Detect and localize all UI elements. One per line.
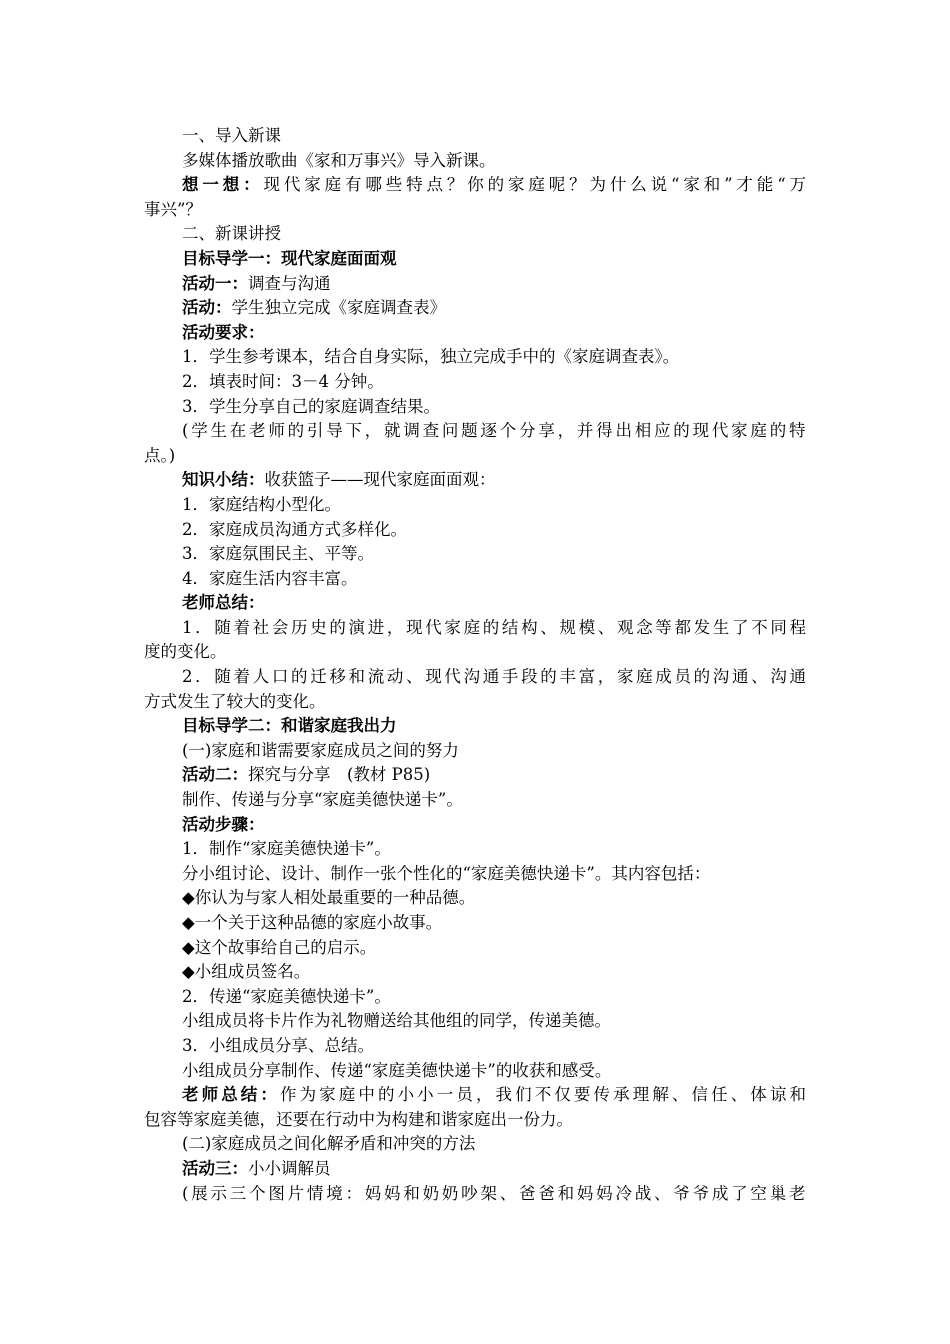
knowledge-summary	[144, 468, 806, 493]
section-heading-intro: 一、导入新课	[182, 126, 281, 145]
document-page	[144, 124, 806, 1206]
paragraph-continuation: 方式发生了较大的变化。	[144, 691, 326, 711]
activity-3	[144, 1157, 806, 1182]
text-knowledge-summary: 收获篮子——现代家庭面面观：	[264, 470, 496, 490]
list-item: 3．学生分享自己的家庭调查结果。	[182, 396, 440, 416]
list-item: 1．制作“家庭美德快递卡”。	[182, 839, 391, 859]
list-item: 3．小组成员分享、总结。	[182, 1035, 374, 1055]
paragraph: 2．随着人口的迁移和流动、现代沟通手段的丰富，家庭成员的沟通、沟通	[182, 667, 806, 687]
activity-line	[144, 296, 806, 321]
paragraph: (学生在老师的引导下，就调查问题逐个分享，并得出相应的现代家庭的特	[182, 421, 806, 441]
paragraph: 1．随着社会历史的演进，现代家庭的结构、规模、观念等都发生了不同程	[182, 617, 806, 637]
list-item: 2．传递“家庭美德快递卡”。	[182, 986, 391, 1006]
paragraph-continuation: 度的变化。	[144, 642, 227, 662]
label-think: 想一想：	[182, 175, 264, 195]
bullet-item: ◆一个关于这种品德的家庭小故事。	[182, 913, 443, 932]
bullet-item: ◆你认为与家人相处最重要的一种品德。	[182, 888, 476, 908]
activity-1	[144, 272, 806, 297]
paragraph: 分小组讨论、设计、制作一张个性化的“家庭美德快递卡”。其内容包括：	[182, 863, 711, 883]
label-teacher-summary-2: 老师总结：	[182, 1085, 280, 1105]
activity-requirements-heading: 活动要求：	[182, 322, 265, 342]
bullet-item: ◆这个故事给自己的启示。	[182, 937, 377, 957]
paragraph-continuation: 包容等家庭美德，还要在行动中为构建和谐家庭出一份力。	[144, 1109, 573, 1129]
bullet-item: ◆小组成员签名。	[182, 962, 311, 982]
paragraph: 小组成员分享制作、传递“家庭美德快递卡”的收获和感受。	[182, 1060, 612, 1080]
activity-2	[144, 763, 806, 788]
paragraph-continuation: 事兴”？	[144, 199, 202, 219]
list-item: 3．家庭氛围民主、平等。	[182, 544, 374, 564]
text-activity: 学生独立完成《家庭调查表》	[231, 298, 446, 318]
text-activity-3: 小小调解员	[248, 1158, 331, 1178]
text-activity-2: 探究与分享 (教材 P85)	[248, 765, 431, 785]
teacher-summary-2	[144, 1083, 806, 1108]
activity-steps-heading: 活动步骤：	[182, 814, 265, 834]
list-item: 2．填表时间：3－4 分钟。	[182, 371, 384, 391]
label-activity-3: 活动三：	[182, 1158, 248, 1178]
label-knowledge-summary: 知识小结：	[182, 470, 265, 490]
list-item: 1．家庭结构小型化。	[182, 494, 341, 514]
text-think: 现代家庭有哪些特点？你的家庭呢？为什么说“家和”才能“万	[263, 175, 806, 195]
section-heading-lecture: 二、新课讲授	[182, 224, 281, 244]
paragraph-continuation: 点。)	[144, 445, 176, 465]
label-activity-1: 活动一：	[182, 273, 248, 293]
goal-heading-2: 目标导学二：和谐家庭我出力	[182, 716, 397, 736]
label-activity-2: 活动二：	[182, 765, 248, 785]
list-item: 2．家庭成员沟通方式多样化。	[182, 519, 407, 539]
label-activity: 活动：	[182, 298, 232, 318]
subsection-heading: (二)家庭成员之间化解矛盾和冲突的方法	[182, 1134, 476, 1154]
paragraph: (展示三个图片情境：妈妈和奶奶吵架、爸爸和妈妈冷战、爷爷成了空巢老	[182, 1183, 806, 1203]
goal-heading-1: 目标导学一：现代家庭面面观	[182, 248, 397, 268]
paragraph: 小组成员将卡片作为礼物赠送给其他组的同学，传递美德。	[182, 1011, 611, 1031]
text-activity-1: 调查与沟通	[248, 273, 331, 293]
paragraph-think	[144, 173, 806, 198]
list-item: 4．家庭生活内容丰富。	[182, 568, 358, 588]
paragraph: 多媒体播放歌曲《家和万事兴》导入新课。	[182, 150, 496, 170]
text-teacher-summary-2: 作为家庭中的小小一员，我们不仅要传承理解、信任、体谅和	[279, 1085, 806, 1105]
list-item: 1．学生参考课本，结合自身实际，独立完成手中的《家庭调查表》。	[182, 347, 680, 367]
subsection-heading: (一)家庭和谐需要家庭成员之间的努力	[182, 740, 459, 760]
teacher-summary-heading: 老师总结：	[182, 593, 265, 613]
paragraph: 制作、传递与分享“家庭美德快递卡”。	[182, 790, 463, 810]
